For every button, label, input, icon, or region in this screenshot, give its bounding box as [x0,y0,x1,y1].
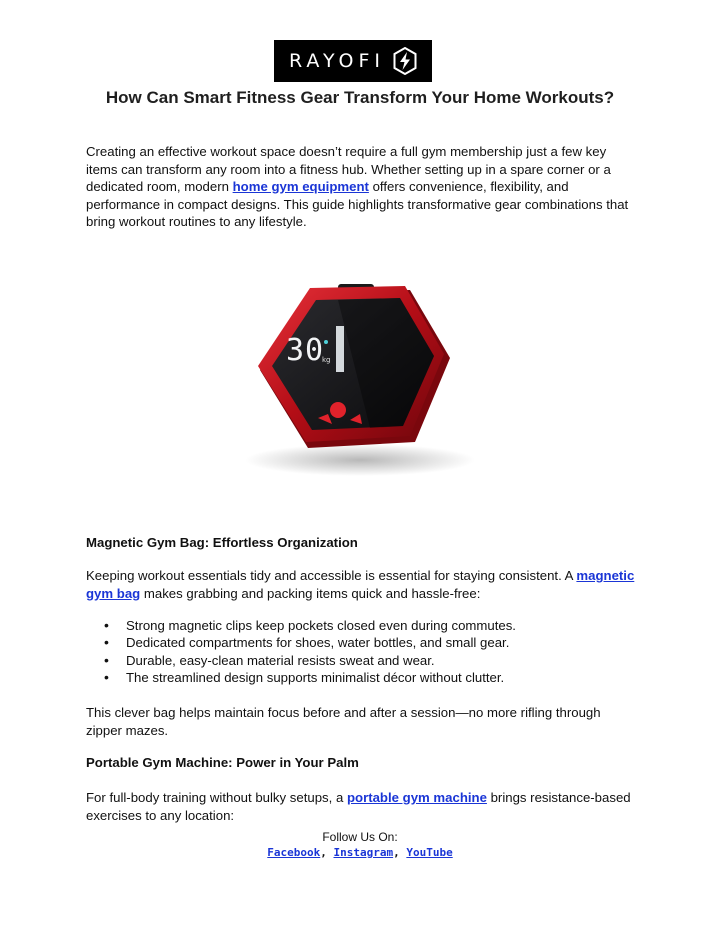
youtube-link[interactable]: YouTube [406,846,453,859]
footer-separator: , [393,846,407,859]
gym-bag-closing-paragraph: This clever bag helps maintain focus before and after a session—no more rifling through zipper mazes. [86,705,601,738]
footer-separator: , [320,846,334,859]
home-gym-equipment-link[interactable]: home gym equipment [232,179,369,194]
portable-machine-paragraph: For full-body training without bulky setups, a portable gym machine brings resistance-based exercises to any location: [86,790,631,823]
intro-paragraph: Creating an effective workout space doesn’t require a full gym membership just a few key items can transform any room into a fitness hub. Whether setting up in a spare corner or a dedicated room, modern home gym equipment offers convenience, flexibility, and performance in compact designs. This guide highlights transformative gear combinations that bring workout routines to any lifestyle. [86,144,629,229]
device-display-unit: kg [322,356,331,364]
facebook-link[interactable]: Facebook [267,846,321,859]
product-image [230,270,490,480]
list-item: • The streamlined design supports minimalist décor without clutter. [104,669,644,686]
list-item: • Dedicated compartments for shoes, water bottles, and small gear. [104,634,644,651]
brand-logo [274,40,432,82]
lightning-bolt-icon [393,47,417,75]
social-links [0,845,720,860]
gym-bag-feature-list [104,617,644,686]
list-item: • Durable, easy-clean material resists sweat and wear. [104,652,644,669]
logo-text: RAYOFI [288,50,385,72]
footer-label: Follow Us On: [322,830,398,844]
page-footer [0,830,720,860]
instagram-link[interactable]: Instagram [333,846,394,859]
device-display-value: 30 [286,333,325,368]
section-heading-gym-bag: Magnetic Gym Bag: Effortless Organization [86,535,358,550]
page-title: How Can Smart Fitness Gear Transform Your Home Workouts? [105,88,615,107]
gym-bag-paragraph: Keeping workout essentials tidy and accessible is essential for staying consistent. A magnetic gym bag makes grabbing and packing items quick and hassle-free: [86,568,635,601]
portable-gym-machine-link[interactable]: portable gym machine [346,790,487,805]
magnetic-gym-bag-link[interactable]: magnetic gym bag [86,568,635,601]
list-item: • Strong magnetic clips keep pockets closed even during commutes. [104,617,644,634]
section-heading-portable-machine: Portable Gym Machine: Power in Your Palm [86,755,359,770]
